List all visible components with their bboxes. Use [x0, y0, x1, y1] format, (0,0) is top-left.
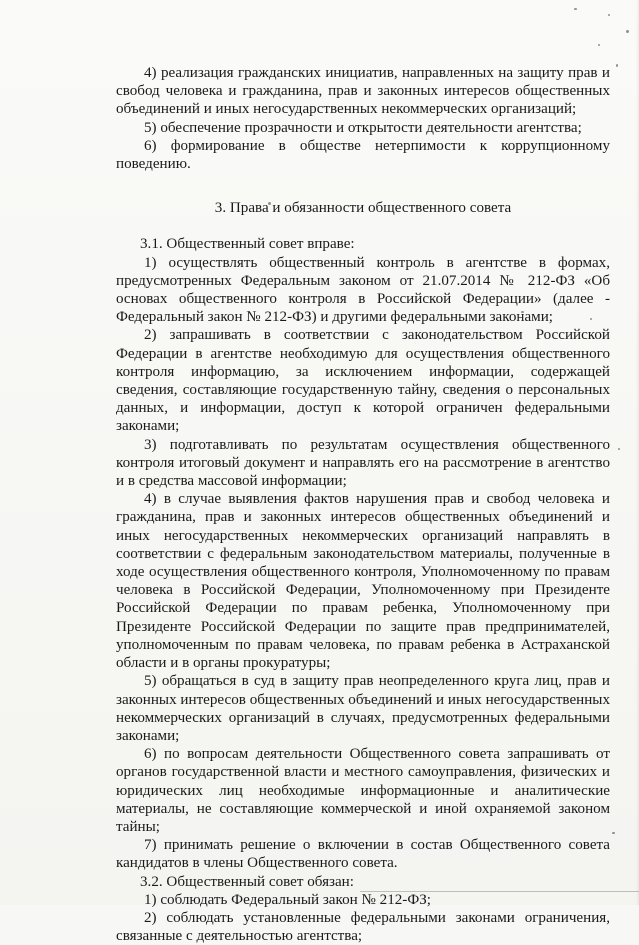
- scan-speck: [626, 30, 629, 33]
- paragraph-item-5: 5) обеспечение прозрачности и открытости деятельности агентства;: [144, 119, 582, 136]
- paragraph-item-6: 6) формирование в обществе нетерпимости к коррупционному поведению.: [116, 137, 610, 173]
- document-body: [116, 64, 610, 945]
- duty-item-1: 1) соблюдать Федеральный закон № 212-ФЗ;: [144, 891, 431, 908]
- duty-item-2: 2) соблюдать установленные федеральными законами ограничения, связанные с деятельностью агентства;: [116, 909, 610, 945]
- subsection-heading-3-1: 3.1. Общественный совет вправе:: [140, 236, 355, 253]
- scan-speck: [574, 8, 577, 10]
- right-item-1: 1) осуществлять общественный контроль в агентстве в формах, предусмотренных Федеральным законом от 21.07.2014 № 212-ФЗ «Об основах общественного контроля в Российской Федерации» (далее - Федеральный закон № 212-ФЗ) и другими федеральными законами;: [116, 254, 610, 326]
- right-item-3: 3) подготавливать по результатам осуществления общественного контроля итоговый документ и направлять его на рассмотрение в агентство и в средства массовой информации;: [116, 436, 610, 490]
- section-title: 3. Права и обязанности общественного совета: [214, 200, 512, 217]
- paragraph-item-4: 4) реализация гражданских инициатив, направленных на защиту прав и свобод человека и гражданина, прав и законных интересов общественных объединений и иных негосударственных некоммерческих организаций;: [116, 65, 610, 118]
- right-item-5: 5) обращаться в суд в защиту прав неопределенного круга лиц, прав и законных интересов общественных объединений и иных негосударственных некоммерческих организаций в случаях, предусмотренных федеральными законами;: [116, 673, 610, 744]
- right-item-2: 2) запрашивать в соответствии с законодательством Российской Федерации в агентстве необходимую для осуществления общественного контроля информацию, за исключением информации, содержащей сведения, составляющие государственную тайну, сведения о персональных данных, и информации, доступ к которой ограничен федеральными законами;: [116, 327, 610, 435]
- scan-speck: [618, 448, 620, 450]
- scan-speck: [612, 832, 615, 834]
- bottom-scan-line: [360, 891, 639, 892]
- right-item-6: 6) по вопросам деятельности Общественного совета запрашивать от органов государственной власти и местного самоуправления, физических и юридических лиц необходимые информационные и аналитические материалы, не составляющие коммерческой и иной охраняемой законом тайны;: [116, 746, 610, 835]
- right-item-7: 7) принимать решение о включении в состав Общественного совета кандидатов в члены Общественного совета.: [116, 837, 610, 872]
- right-item-4: 4) в случае выявления фактов нарушения прав и свобод человека и гражданина, прав и законных интересов общественных объединений и иных негосударственных некоммерческих организаций направлять в соответствии с федеральным законодательством материалы, полученные в ходе осуществления общественного контроля, Уполномоченному по правам человека в Российской Федерации, Уполномоченному при Президенте Российской Федерации по правам ребенка, Уполномоченному при Президенте Российской Федерации по защите прав предпринимателей, уполномоченным по правам человека, по правам ребенка в Астраханской области и в органы прокуратуры;: [116, 491, 610, 672]
- scan-speck: [598, 44, 600, 46]
- scan-speck: [608, 14, 610, 16]
- subsection-heading-3-2: 3.2. Общественный совет обязан:: [140, 873, 354, 890]
- scan-speck: [616, 64, 618, 67]
